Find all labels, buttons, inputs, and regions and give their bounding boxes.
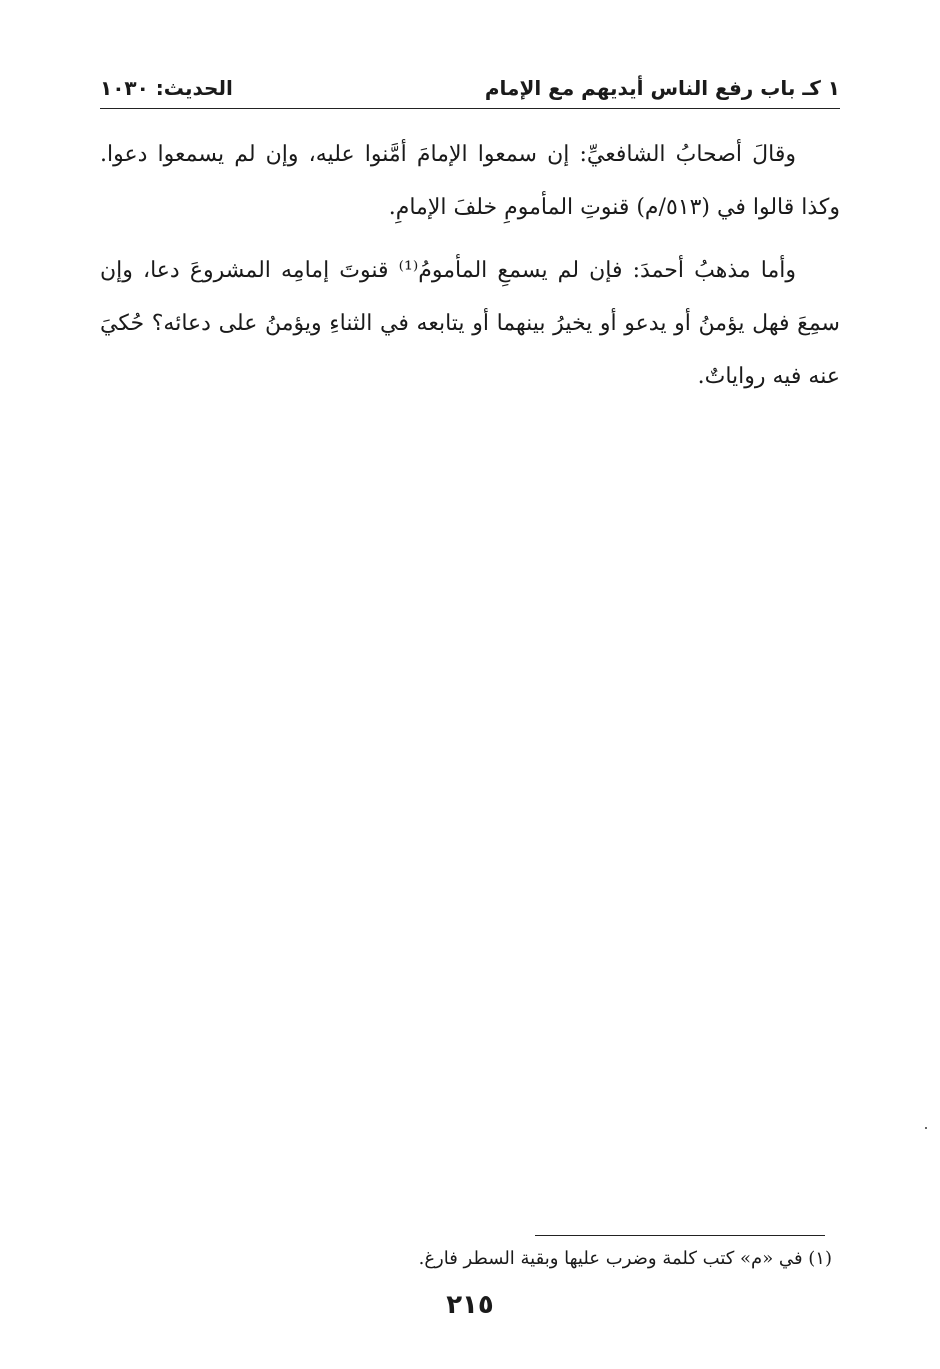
paragraph-ahmad: وأما مذهبُ أحمدَ: فإن لم يسمعِ المأمومُ⁽¹⁾ قنوتَ إمامِه المشروعَ دعا، وإن سمِعَ فهل يؤمنُ أو يدعو أو يخيرُ بينهما أو يتابعه في الثناءِ ويؤمنُ على دعائه؟ حُكيَ عنه فيه رواياتٌ. xyxy=(100,258,840,389)
main-text xyxy=(100,128,840,413)
running-header xyxy=(100,72,840,109)
page-number: ٢١٥ xyxy=(446,1290,494,1320)
margin-speck xyxy=(925,1127,927,1129)
footnote: (١) في «م» كتب كلمة وضرب عليها وبقية السطر فارغ. xyxy=(418,1248,832,1269)
paragraph-shafii: وقالَ أصحابُ الشافعيِّ: إن سمعوا الإمامَ أمَّنوا عليه، وإن لم يسمعوا دعوا. وكذا قالوا في (٥١٣/م) قنوتِ المأمومِ خلفَ الإمامِ. xyxy=(100,142,840,220)
hadith-reference: الحديث: ١٠٣٠ xyxy=(100,76,233,100)
footnote-divider xyxy=(535,1235,825,1236)
chapter-title: ١ كـ باب رفع الناس أيديهم مع الإمام xyxy=(484,76,840,100)
